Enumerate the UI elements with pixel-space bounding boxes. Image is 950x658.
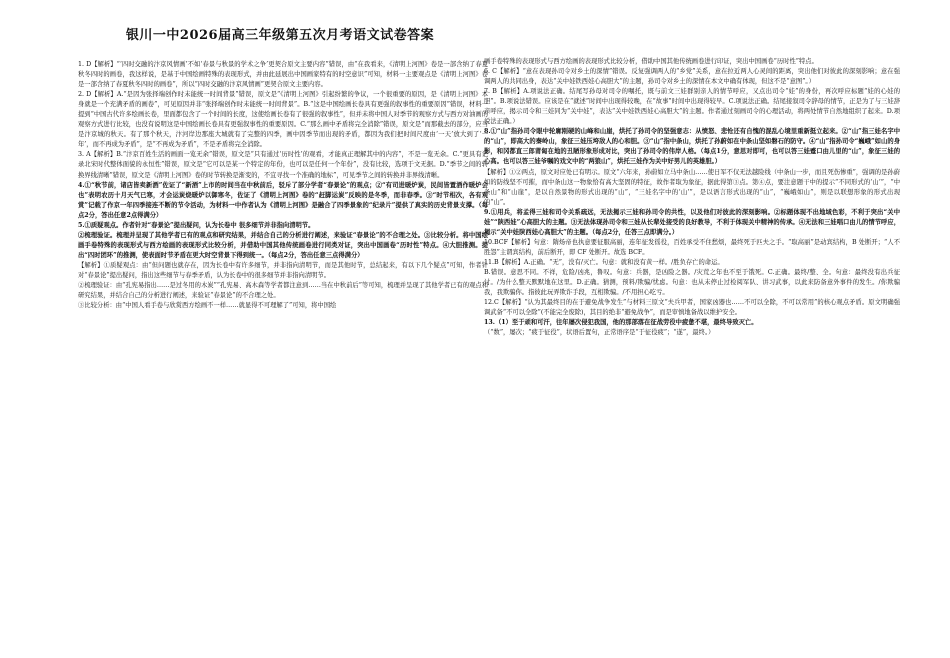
answer-paragraph: 11.B【解析】A.正确。“无”，没有/灭亡。句意：就和没有黄一样。/胜负存亡的命运。 — [484, 258, 724, 266]
answer-paragraph: 10.BCF【解析】句意：隋炀帝也执意要征服高丽，连年征发徭役，百姓承受不住愁烦，最终死于匹夫之手。“取高丽”是动宾结构，B 处断开；“人不胜怨”主谓宾结构，前后断开，即 CF 处断开。故选 BCF。 — [484, 238, 900, 256]
answer-paragraph: 3. A【解析】B.“汴京百姓生活的画面一览无余”错误，原文是“只有通过‘历时性’的观看，才能真正理解其中的内容”，不是一览无余。C.“更具有记录北宋时代整体面貌的永恒性”错误，原文是“它可以是某一个特定的年份，也可以是任何一个年份”，没有比较，选项于文无据。D.“季节之间的转换界线清晰”错误，原文是《清明上河图》卷的时节转换是渐变的，不宜寻找一个准确的地标”，可见季节之间的转换并非界线清晰。 — [78, 151, 488, 179]
answer-paragraph: （“数”，屡次；“疲于征役”，状语后置句，正常语序是“于征役疲”；“遂”，最终。） — [484, 329, 715, 337]
answer-paragraph: 4.①“秋节前，诸店皆卖新酒”佐证了“新酒”上市的时间当在中秋前后，驳斥了部分学者“春景论”的观点；②“有司进暖炉炭，民间皆置酒作暖炉会也”表明农历十月天气已寒，才会运炭烧暖炉以御寒冬，佐证了《清明上河图》卷的“赶脚运炭”反映的是冬季，而非春季。③“时节相次，各有观赏”记载了作京一年四季接连不断的节令活动，为材料一中作者认为《清明上河图》是融合了四季景象的“纪录片”提供了真实的历史背景支撑。（每点2分，答出任意2点得满分） — [78, 181, 488, 219]
page-title: 银川一中2026届高三年级第五次月考语文试卷答案 — [125, 28, 435, 43]
right-column — [484, 57, 900, 338]
answer-paragraph: 8.①“山”指孙司令眼中轮廓刚硬的山峰和山崖，烘托了孙司令的坚强意志：从愤怒、悲怆还有自愧的混乱心境里重新挺立起来。②“山”指三娃名字中的“山”，即高大的秦岭山，象征三娃压垮敌人的心和胆。③“山”指中条山，烘托了孙蔚如在中条山坚如磐石的防守。④“山”指孙司令“巍峨”如山的身影，和冈都直三郎莆匐在地的丑陋形象形成对比，突出了孙司令的伟岸人格。（每点1分，意思对即可，也可以答三娃蹙口由儿里的“山”，象征三娃的心高。也可以答三娃爷嘱的戏文中的“两狼山”，烘托三娃作为关中好男儿的英雄胆。） — [484, 128, 900, 166]
answer-paragraph: 9.①用兵，将孟得三娃和司令关系疏远，无法揭示三娃和孙司令的共性，以及他们对彼此的深刻影响。②标题体现不出地域色彩，不利于突出“关中娃”“陕西娃”心高胆大的主题。③无法体现孙司令和三娃从长辈处接受的良好教导，不利于体现关中精神的传承。④无法和三娃唱口由儿的情节呼应，揭示“关中娃陕西娃心高胆大”的主题。（每点2分，任答三点即满分。） — [484, 208, 900, 236]
left-column — [78, 60, 488, 311]
answer-paragraph: 画手卷特殊的表现形式与西方绘画的表现形式比较分析，借助中国其他传统画卷进行印证，突出中国画卷“历时性”特点。 — [484, 58, 818, 65]
answer-paragraph: ②梳理验证：由“孔宪易指出……是过冬用的木炭”“孔宪易、高木森等学者都注意到……当在中秋前后”等可知，梳理并呈现了其他学者已有的观点和研究结果，并结合自己的分析进行阐述，来验证“春景论”的不合理之处。 — [78, 282, 488, 300]
answer-paragraph: 7. B【解析】A.项说法正确。结尾写孙母对司令的嘱托，既与前文三娃群别亲人的情节呼应，又点出司令“娃”的身份，再次呼应标题“娃的心娃的胆”。B.项说法错误。应该是在“就述”时间中出现得较晚，在“故事”时间中出现得较早。C.项说法正确。结尾接叙司令辞母的情节，正是为了与三娃辞亲呼应，揭示司令和三娃同为“关中娃”，表达“关中娃铁西娃心高胆大”的主题。作者通过刻画司令的心理活动，将两处情节自然地组织了起来。D.项说法正确。） — [484, 88, 900, 126]
answer-paragraph: 2. D【解析】A.“是因为张择端创作时未能统一时间背景”错误，原文是“《清明上河图》引起纷繁的争议，一个很重要的原因，是《清明上河图》本身就是一个充满矛盾的画卷”，可见原因并非“张择端创作时未能统一时间背景”。B.“这是中国绘画长卷具有更强的叙事性的重要原因”错误，材料一提到“中国古代许多绘画长卷，里面都包含了一个时间的长度，这使绘画长卷有了很强的叙事性”，但并未将中国人对季节的观察方式与西方对油画的观察方式进行比较，也没有说明这是中国绘画长卷具有更强叙事性的重要原因。C.“那么画中矛盾将完全消除”错误，原文是“而那截去的部分，应当是汴京城的秋天。有了那个秋天，汴河岸边那座大城就有了完整的四季，画中因季节而出现的矛盾，都因为我们把时间尺度由‘一天’放大到了‘一年’，而不再成为矛盾”，是“不再成为矛盾”，不是矛盾将完全消除。 — [78, 91, 488, 149]
answer-paragraph: 1. D【解析】“‘四时交融的汴京风情画’不如‘春景与秋景的学术之争’更契合原文主要内容”错误，由“在我看来，《清明上河图》卷是一部含纳了春夏秋冬四时的画卷，我这样说，是基于中国绘画特殊的表现形式，并由此延展出中国画家特有的时空意识”可知，材料一主要观点是《清明上河图》卷是一部含纳了春夏秋冬四时的画卷”，所以“四时交融的汴京风情画”更契合原文主要内容。 — [78, 61, 488, 89]
answer-paragraph: B.错误。意思不同。不祥，危险/凶兆，鲁叹。句意：兵器，是凶险之器。/灾荒之年也不至于饿死。C.正确。最终/整、全。句意：最终没有出兵征讨。/为什么整天默默地在这里。D.正确。猜测，预料/欺骗/忧虑。句意：也从未停止过检阅军队、讲习武事，以此来防备意外事件的发生。/你欺骗我，我欺骗你。指彼此玩弄欺诈手段，互相欺骗。/不用担心吃亏。 — [484, 268, 900, 297]
answer-paragraph: 【解析】①②两点，原文对应处已有明示。原文“六年来，孙蔚如立马中条山……使日军不仅无法越险线（中条山一步，而且死伤惨重”，强调的是孙蔚如的防线坚不可摧，而中条山这一物象恰有高大坚固的特征，故作者取为象征，据此得第③点。第④点，要注意题干中的提示“不同形式的‘山’”，“中条山”和“山崖”，是以自然景物的形式出现的“山”，“三娃名字中的‘山’”，是以语言形式出现的“山”，“巍峨如山”，则是以联想形象的形式出现的“山”。 — [484, 168, 900, 206]
answer-paragraph: 5.①质疑观点。作者针对“春景论”提出疑问，认为长卷中 很多细节并非指向清明节。 — [78, 221, 315, 229]
answer-paragraph: 6. C【解析】“意在表现孙司令对乡土的深情”错误。反复强调两人的“乡党”关系，意在拉近两人心灵间的距离，突出他们对彼此的深刻影响；意在强调两人的共同出身，表达“关中娃铁西娃心高胆大”的主题，孙司令对乡土的深情在本文中确有体现，但这不是“意图”。） — [484, 68, 900, 86]
answer-paragraph: 13.（1）至于顽和可汗，往年屡次侵犯我国，他的那部落在征战劳役中疲惫不堪，最终导致灭亡。 — [484, 319, 758, 327]
answer-paragraph: ③比较分析：由“中国人看手卷与欣赏西方绘画不一样……就显得不可理解了”可知，将中国绘 — [78, 302, 337, 310]
answer-paragraph: 12.C【解析】“认为其最终目的在于避免战争发生”与材料三原文“夫兵甲者，国家凶器也……不可以全除，不可以常用”的核心观点矛盾。原文明确强调武备“不可以全除”(不能完全废除)，其目的绝非“避免战争”，而是审慎地备战以维护安全。 — [484, 299, 900, 317]
answer-paragraph: 【解析】①质疑观点：由“但问题也就存在，因为长卷中有许多细节，并非指向清明节，而是其他时节，总结起来，有以下几个疑点”可知，作者针对“春景论”提出疑问，指出这些细节与春季矛盾，认为长卷中的很多细节并非指向清明节。 — [78, 261, 488, 279]
answer-paragraph: ②梳理验证。梳理并呈现了其他学者已有的观点和研究结果，并结合自己的分析进行阐述，来验证“春景论”的不合理之处。③比较分析。将中国绘画手卷特殊的表现形式与西方绘画的表现形式比较分析，并借助中国其他传统画卷进行同类对证，突出中国画卷“历时性”特点。④大胆推测。提出“四时团环”的推测，使表面时节矛盾在更大时空背景下得到统一。（每点2分，答出任意三点得满分） — [78, 231, 488, 259]
